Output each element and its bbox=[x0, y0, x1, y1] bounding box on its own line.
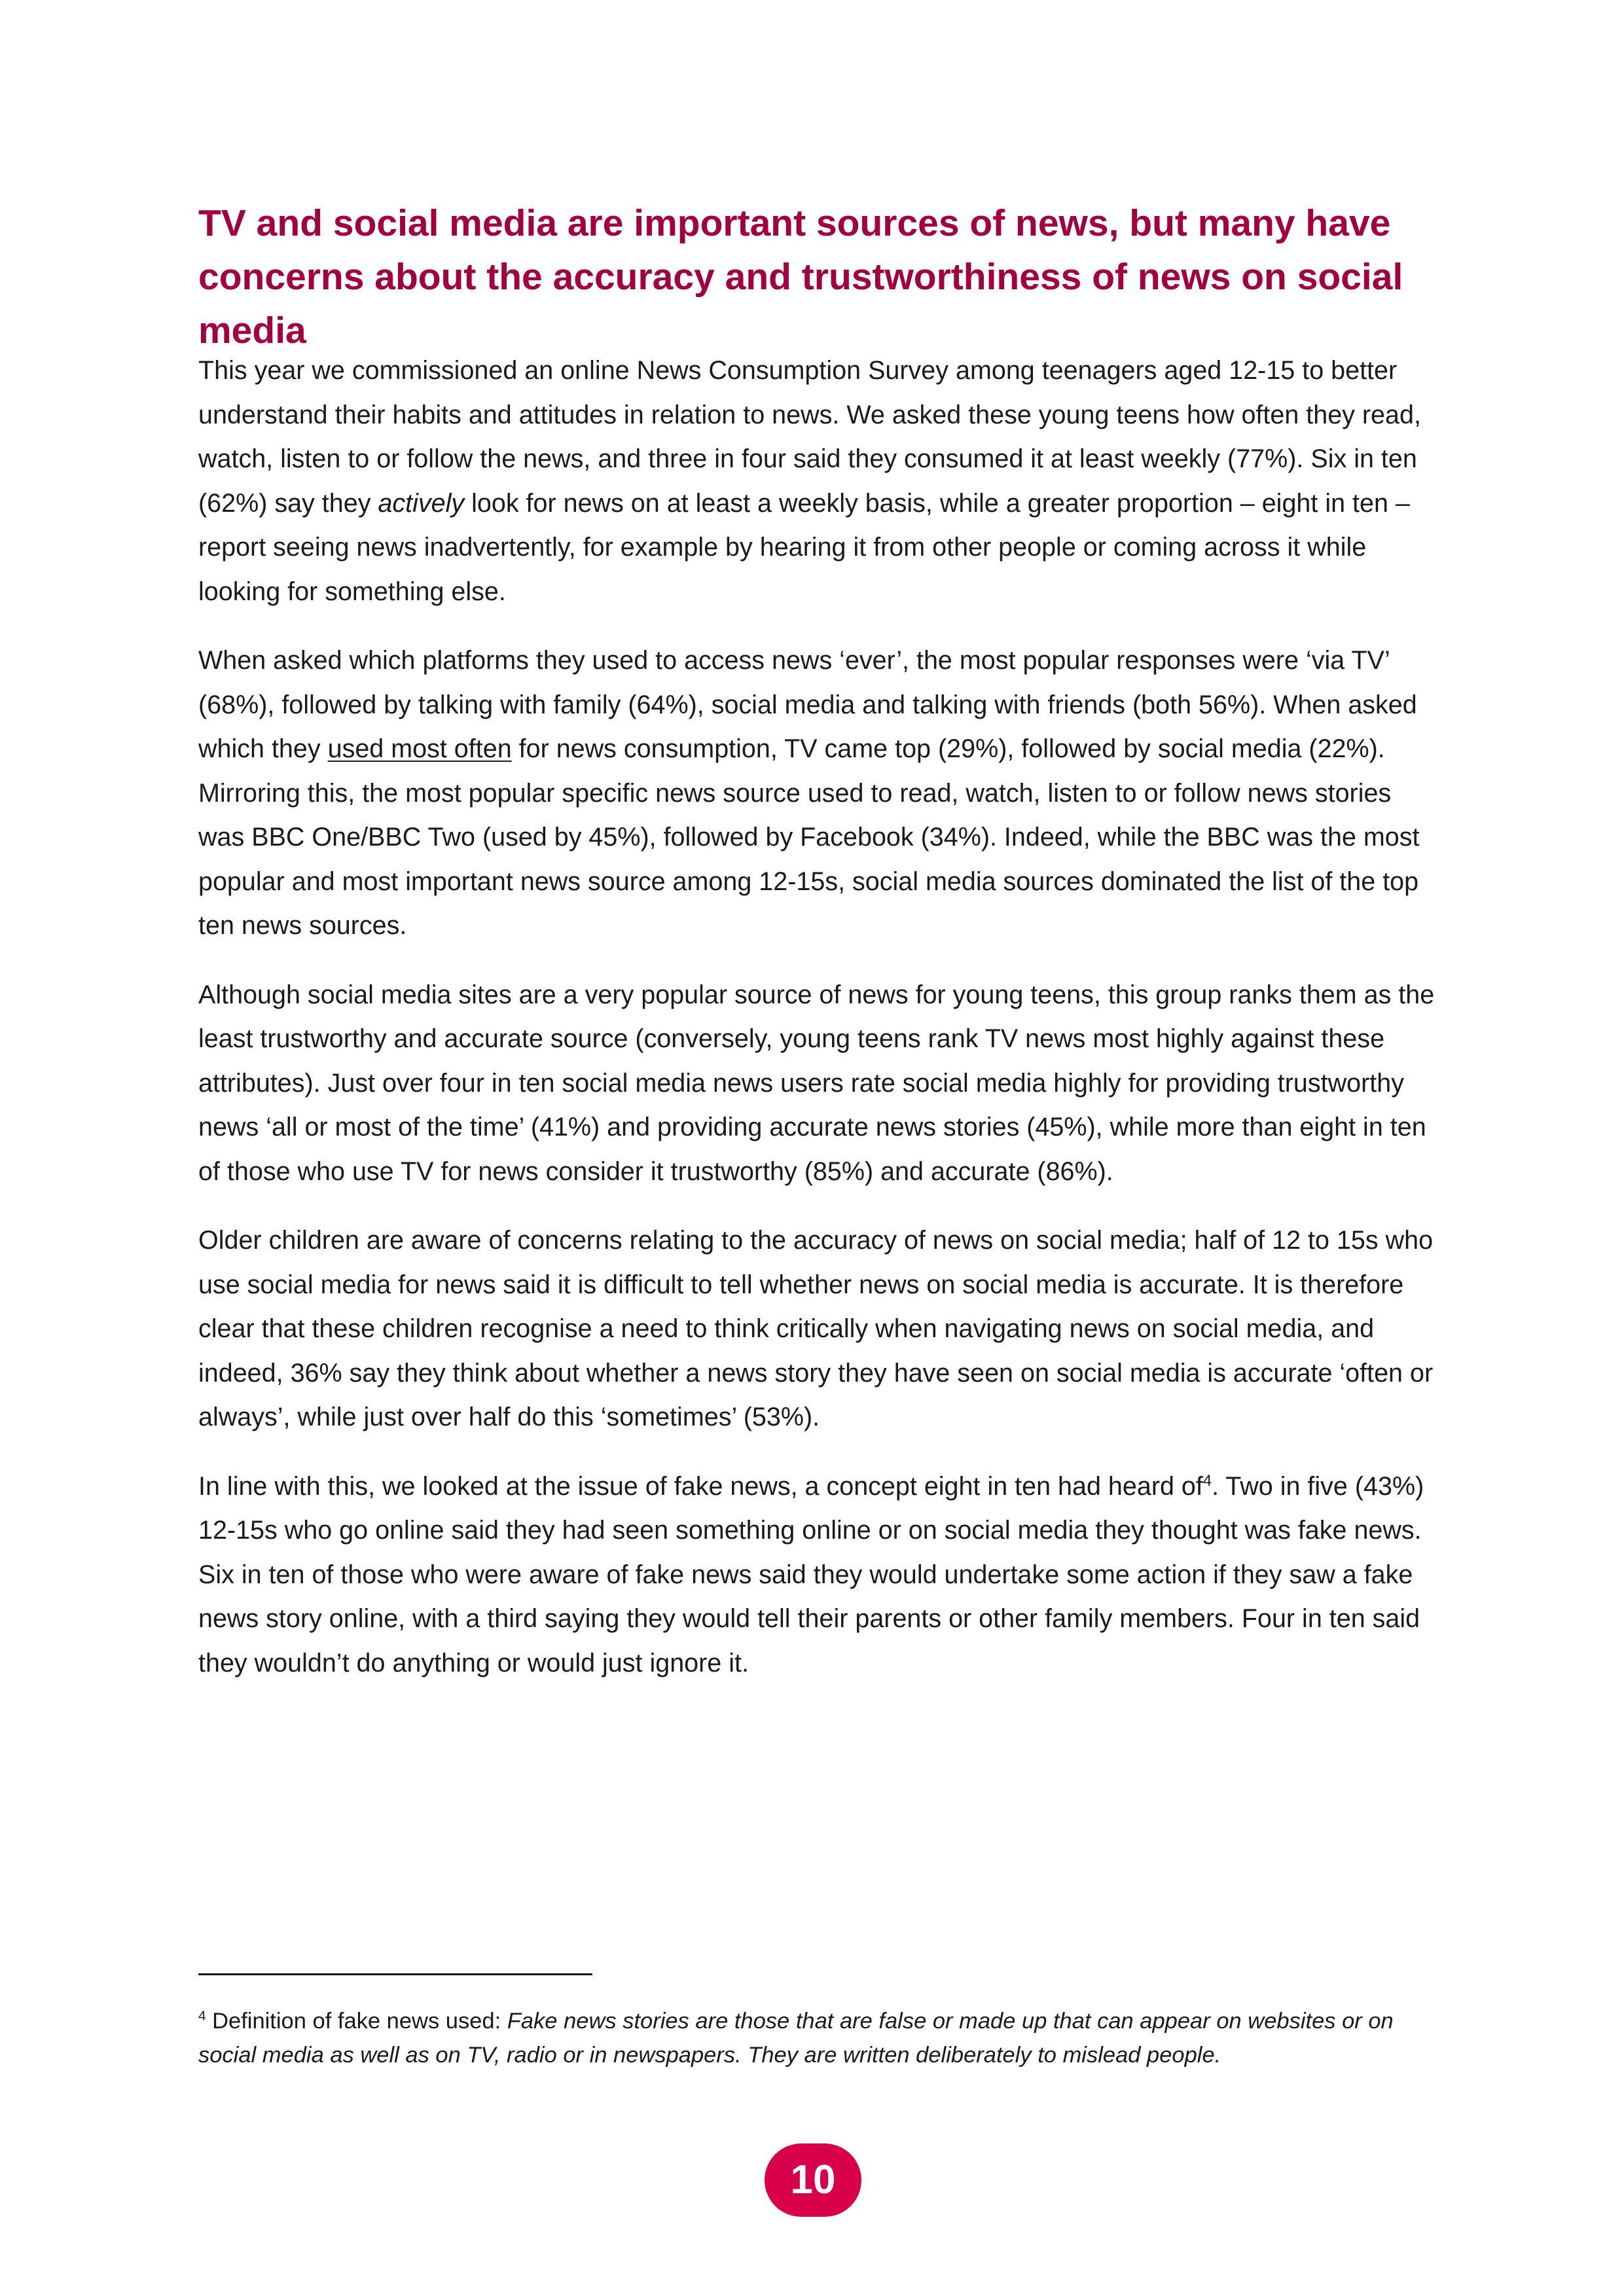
section-heading: TV and social media are important sources of news, but many have concerns about the accuracy and trustworthiness of news on social media bbox=[198, 202, 1403, 351]
footnote bbox=[198, 2004, 1444, 2072]
paragraph-1-text-a: This year we commissioned an online News Consumption Survey among teenagers aged 12-15 to better understand their habits and attitudes in relation to news. We asked these young teens how often they read, watch, listen to or follow the news, and three in four said they consumed it at least weekly (77%). Six in ten (62%) say they bbox=[198, 356, 1421, 518]
paragraph-1 bbox=[198, 349, 1444, 614]
footnote-lead: Definition of fake news used: bbox=[206, 2009, 507, 2034]
paragraph-1-emphasis: actively bbox=[378, 488, 465, 518]
paragraph-2-underline: used most often bbox=[327, 734, 512, 763]
paragraph-5-text-a: In line with this, we looked at the issue of fake news, a concept eight in ten had heard of bbox=[198, 1471, 1203, 1501]
paragraph-5-text-b: . Two in five (43%) 12-15s who go online said they had seen something online or on social media they thought was fake news. Six in ten of those who were aware of fake news said they would undertake some action if they saw a fake news story online, with a third saying they would tell their parents or other family members. Four in ten said they wouldn’t do anything or would just ignore it. bbox=[198, 1471, 1424, 1677]
paragraph-5 bbox=[198, 1465, 1444, 1686]
paragraph-4: Older children are aware of concerns relating to the accuracy of news on social media; half of 12 to 15s who use social media for news said it is difficult to tell whether news on social media is accurate. It is therefore clear that these children recognise a need to think critically when navigating news on social media, and indeed, 36% say they think about whether a news story they have seen on social media is accurate ‘often or always’, while just over half do this ‘sometimes’ (53%). bbox=[198, 1226, 1434, 1431]
paragraph-2 bbox=[198, 639, 1444, 948]
footnote-reference[interactable]: 4 bbox=[1202, 1472, 1212, 1490]
page-number-badge: 10 bbox=[765, 2144, 861, 2217]
paragraph-1-text-b: look for news on at least a weekly basis, while a greater proportion – eight in ten – report seeing news inadvertently, for example by hearing it from other people or coming across it while looking for something else. bbox=[198, 488, 1410, 606]
footnote-number: 4 bbox=[198, 2008, 206, 2024]
footnote-definition: Fake news stories are those that are false or made up that can appear on websites or on social media as well as on TV, radio or in newspapers. They are written deliberately to mislead people. bbox=[198, 2009, 1394, 2068]
paragraph-2-text-a: When asked which platforms they used to access news ‘ever’, the most popular responses were ‘via TV’ (68%), followed by talking with family (64%), social media and talking with friends (both 56%). When asked which they bbox=[198, 646, 1417, 763]
paragraph-3: Although social media sites are a very popular source of news for young teens, this group ranks them as the least trustworthy and accurate source (conversely, young teens rank TV news most highly against these attributes). Just over four in ten social media news users rate social media highly for providing trustworthy news ‘all or most of the time’ (41%) and providing accurate news stories (45%), while more than eight in ten of those who use TV for news consider it trustworthy (85%) and accurate (86%). bbox=[198, 980, 1435, 1186]
body-text bbox=[198, 349, 1444, 1710]
footnote-separator bbox=[198, 1973, 592, 1975]
paragraph-2-text-b: for news consumption, TV came top (29%), followed by social media (22%). Mirroring this, the most popular specific news source used to read, watch, listen to or follow news stories was BBC One/BBC Two (used by 45%), followed by Facebook (34%). Indeed, while the BBC was the most popular and most important news source among 12-15s, social media sources dominated the list of the top ten news sources. bbox=[198, 734, 1420, 940]
